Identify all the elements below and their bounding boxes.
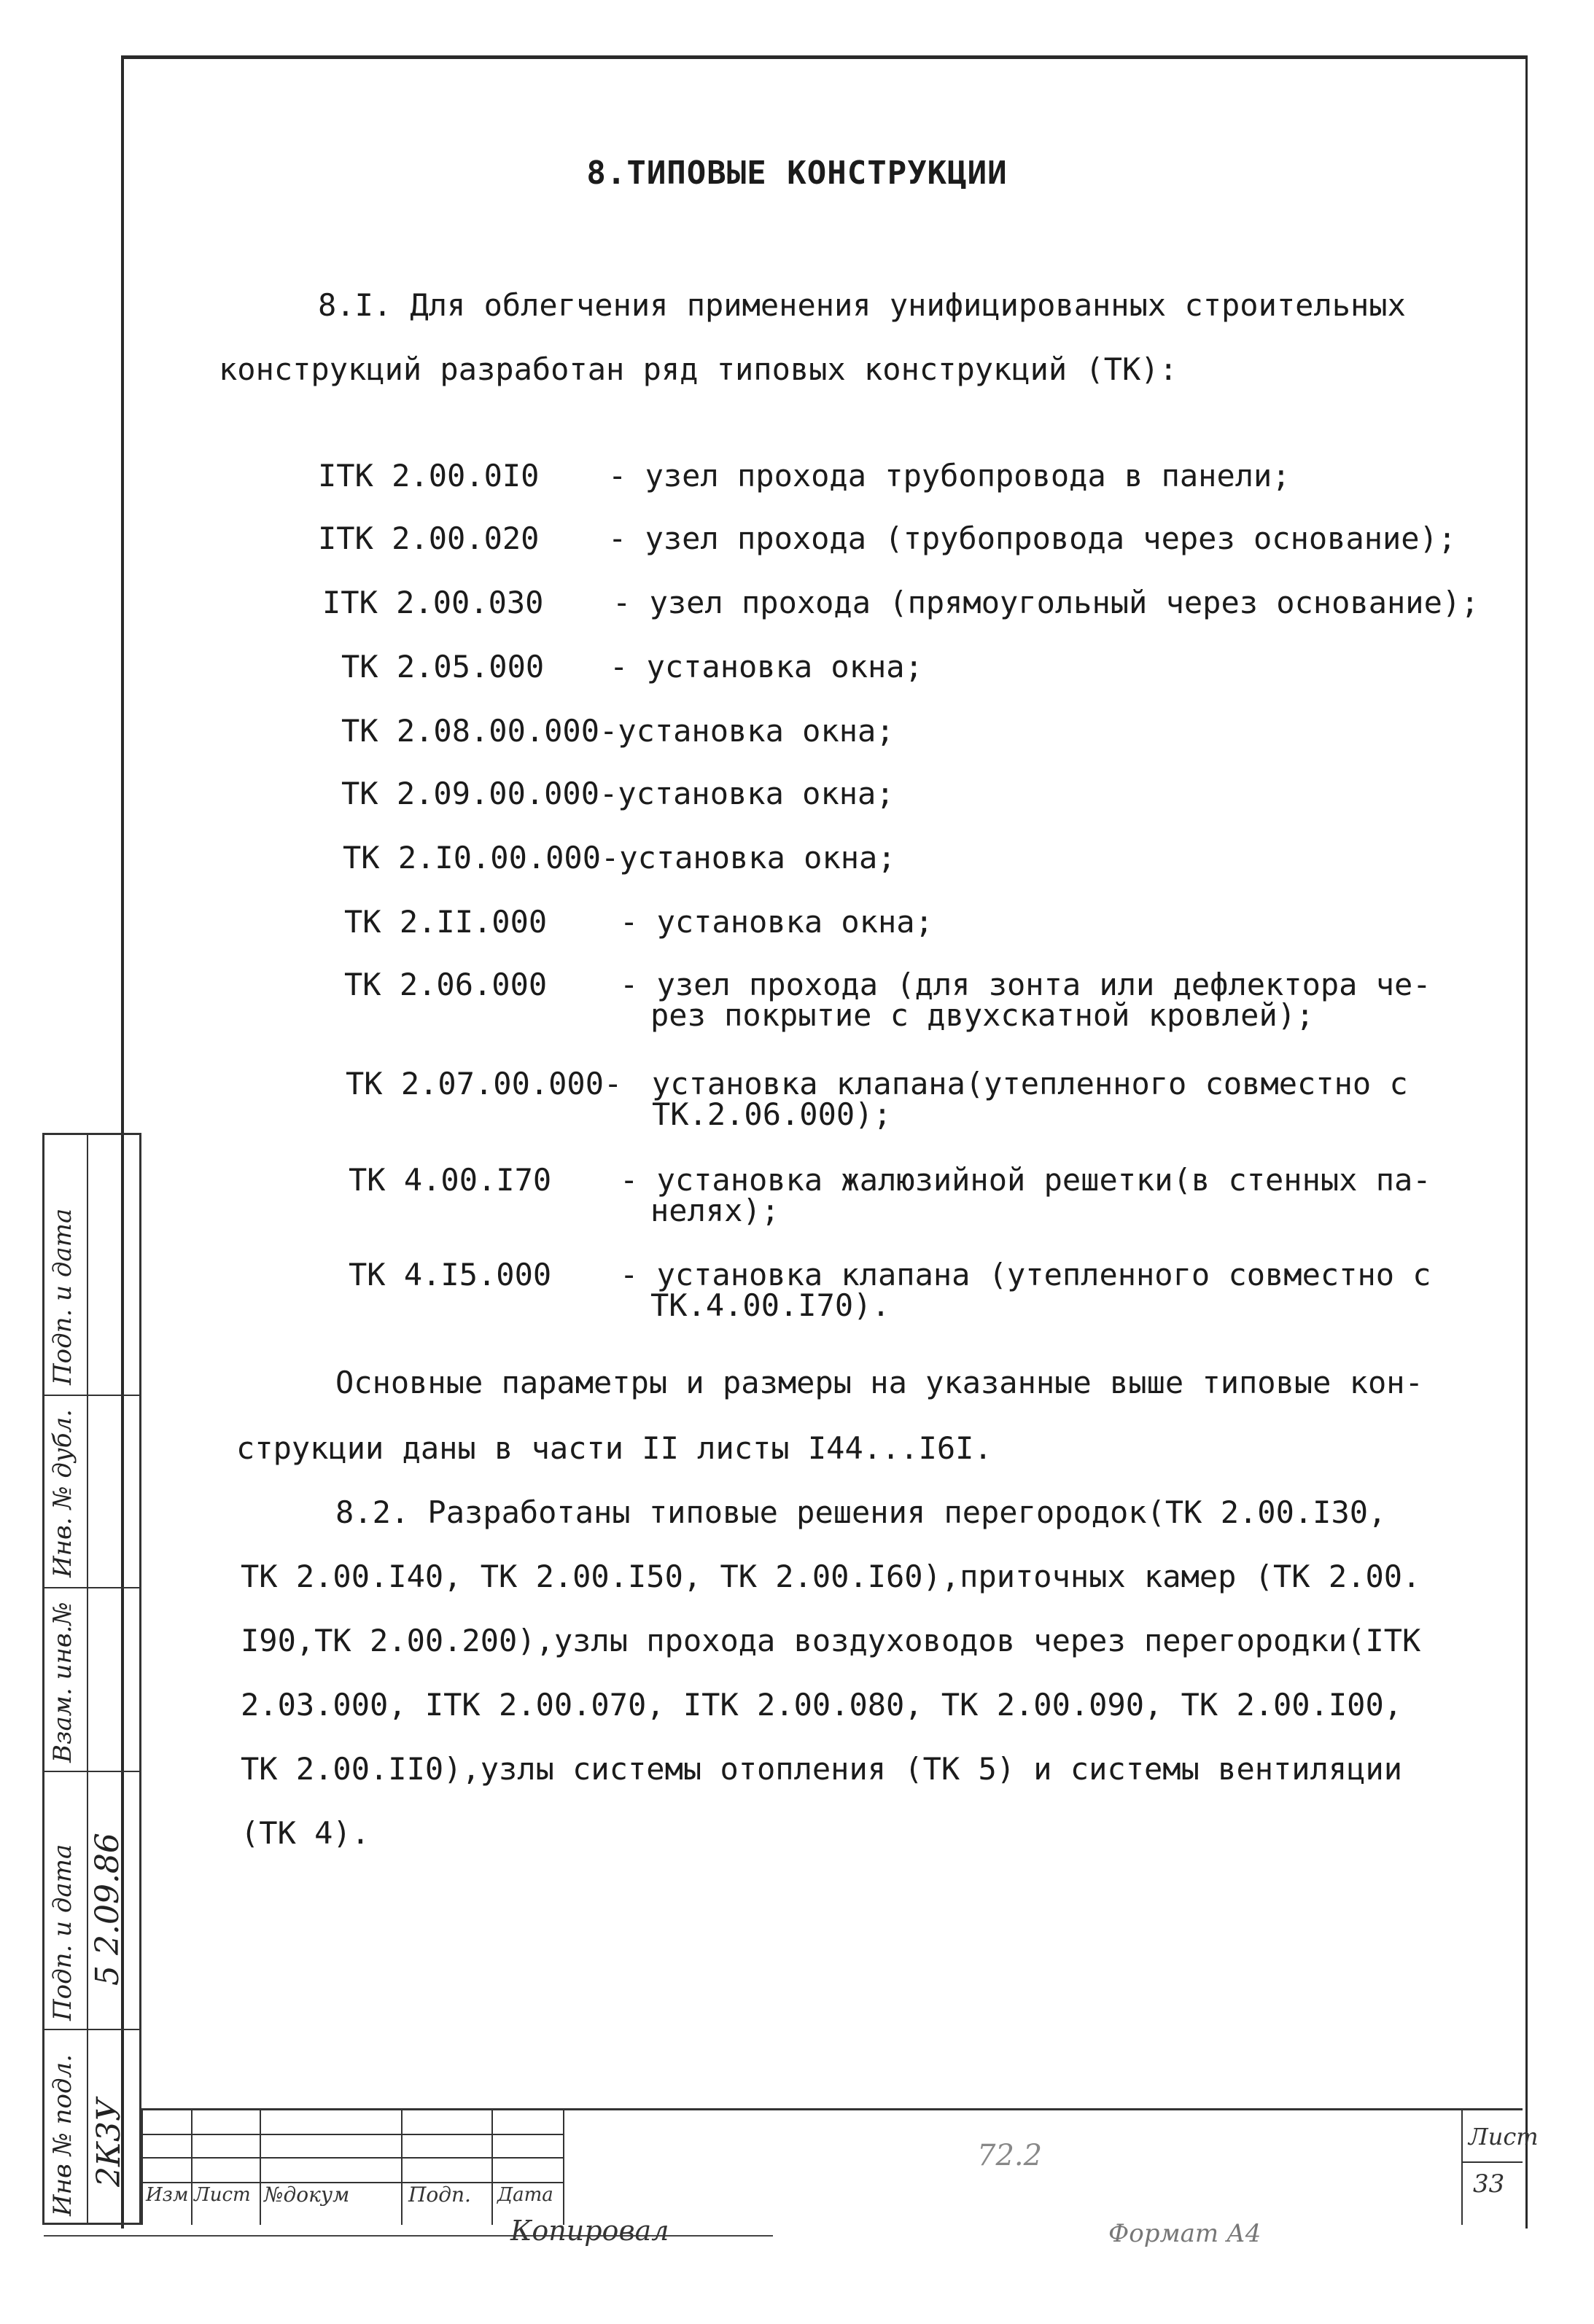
inv-podl-label: Инв № подл.	[48, 2054, 77, 2216]
item-desc: - узел прохода (прямоугольный через основание);	[613, 585, 1480, 620]
params-line-2: струкции даны в части II листы I44...I6I.	[236, 1430, 992, 1466]
item-code: ТК 4.I5.000	[349, 1257, 552, 1292]
podp-data-top-label: Подп. и дата	[48, 1208, 77, 1385]
item-code: ТК 4.00.I70	[349, 1162, 552, 1198]
item-code: ТК 2.07.00.000-	[346, 1066, 623, 1101]
item-desc-line-2: ТК.4.00.I70).	[650, 1287, 890, 1323]
params-line-1: Основные параметры и размеры на указанные выше типовые кон-	[335, 1365, 1423, 1400]
item-code: ТК 2.06.000	[344, 967, 548, 1002]
data-label: Дата	[497, 2184, 553, 2206]
section-heading: 8.ТИПОВЫЕ КОНСТРУКЦИИ	[586, 155, 1008, 192]
item-desc	[652, 1066, 1408, 1132]
section82-line-5: ТК 2.00.II0),узлы системы отопления (ТК 5) и системы вентиляции	[241, 1751, 1403, 1787]
item-code: ТК 2.05.000	[341, 649, 545, 685]
item-desc-line-1: - установка жалюзийной решетки(в стенных па-	[620, 1162, 1431, 1198]
item-desc-line-1: установка клапана(утепленного совместно с	[652, 1066, 1408, 1101]
item-desc: - установка окна;	[620, 904, 933, 940]
format-label: Формат А4	[1108, 2219, 1261, 2248]
sheet-number: 33	[1473, 2169, 1505, 2199]
inv-dubl-label: Инв. № дубл.	[48, 1409, 77, 1578]
intro-line-1: 8.I. Для облегчения применения унифицированных строительных	[318, 287, 1406, 323]
item-desc	[620, 1257, 1431, 1323]
item-desc-line-2: нелях);	[650, 1193, 780, 1228]
item-code: ТК 2.08.00.000-установка окна;	[341, 713, 895, 749]
inv-number: 2К3У	[90, 2098, 128, 2187]
vzam-inv-label: Взам. инв.№	[48, 1602, 77, 1763]
item-desc-line-2: рез покрытие с двухскатной кровлей);	[650, 997, 1315, 1033]
list-col-label: Лист	[194, 2184, 251, 2206]
item-code: ТК 2.I0.00.000-установка окна;	[343, 840, 896, 876]
kopiroval-label: Копировал	[510, 2215, 669, 2247]
ndokum-label: №докум	[264, 2183, 350, 2207]
item-desc	[620, 1162, 1431, 1228]
section82-line-2: ТК 2.00.I40, ТК 2.00.I50, ТК 2.00.I60),приточных камер (ТК 2.00.	[241, 1559, 1421, 1594]
title-block	[141, 2108, 1523, 2225]
item-desc-line-1: - узел прохода (для зонта или дефлектора че-	[620, 967, 1431, 1002]
izm-label: Изм	[146, 2184, 189, 2206]
item-code: IТК 2.00.0I0	[318, 458, 540, 494]
item-desc-line-1: - установка клапана (утепленного совместно с	[620, 1257, 1431, 1292]
document-code: 72.2	[977, 2139, 1043, 2172]
item-desc: - узел прохода трубопровода в панели;	[608, 458, 1291, 494]
item-code: ТК 2.09.00.000-установка окна;	[341, 776, 895, 811]
sheet-label: Лист	[1469, 2123, 1539, 2151]
item-desc: - узел прохода (трубопровода через основание);	[608, 520, 1457, 556]
signature-date: 5 2.09.86	[89, 1833, 126, 1986]
item-desc	[620, 967, 1431, 1033]
intro-line-2: конструкций разработан ряд типовых конструкций (ТК):	[219, 351, 1178, 387]
item-code: ТК 2.II.000	[344, 904, 548, 940]
item-code: IТК 2.00.030	[322, 585, 544, 620]
item-desc-line-2: ТК.2.06.000);	[652, 1096, 892, 1132]
podp-label: Подп.	[408, 2183, 471, 2207]
section82-line-4: 2.03.000, IТК 2.00.070, IТК 2.00.080, ТК 2.00.090, ТК 2.00.I00,	[241, 1687, 1403, 1723]
section82-line-1: 8.2. Разработаны типовые решения перегородок(ТК 2.00.I30,	[335, 1494, 1387, 1530]
item-desc: - установка окна;	[610, 649, 923, 685]
section82-line-3: I90,ТК 2.00.200),узлы прохода воздуховодов через перегородки(IТК	[241, 1623, 1421, 1658]
item-code: IТК 2.00.020	[318, 520, 540, 556]
podp-data-label: Подп. и дата	[48, 1844, 77, 2021]
section82-line-6: (ТК 4).	[241, 1815, 370, 1851]
